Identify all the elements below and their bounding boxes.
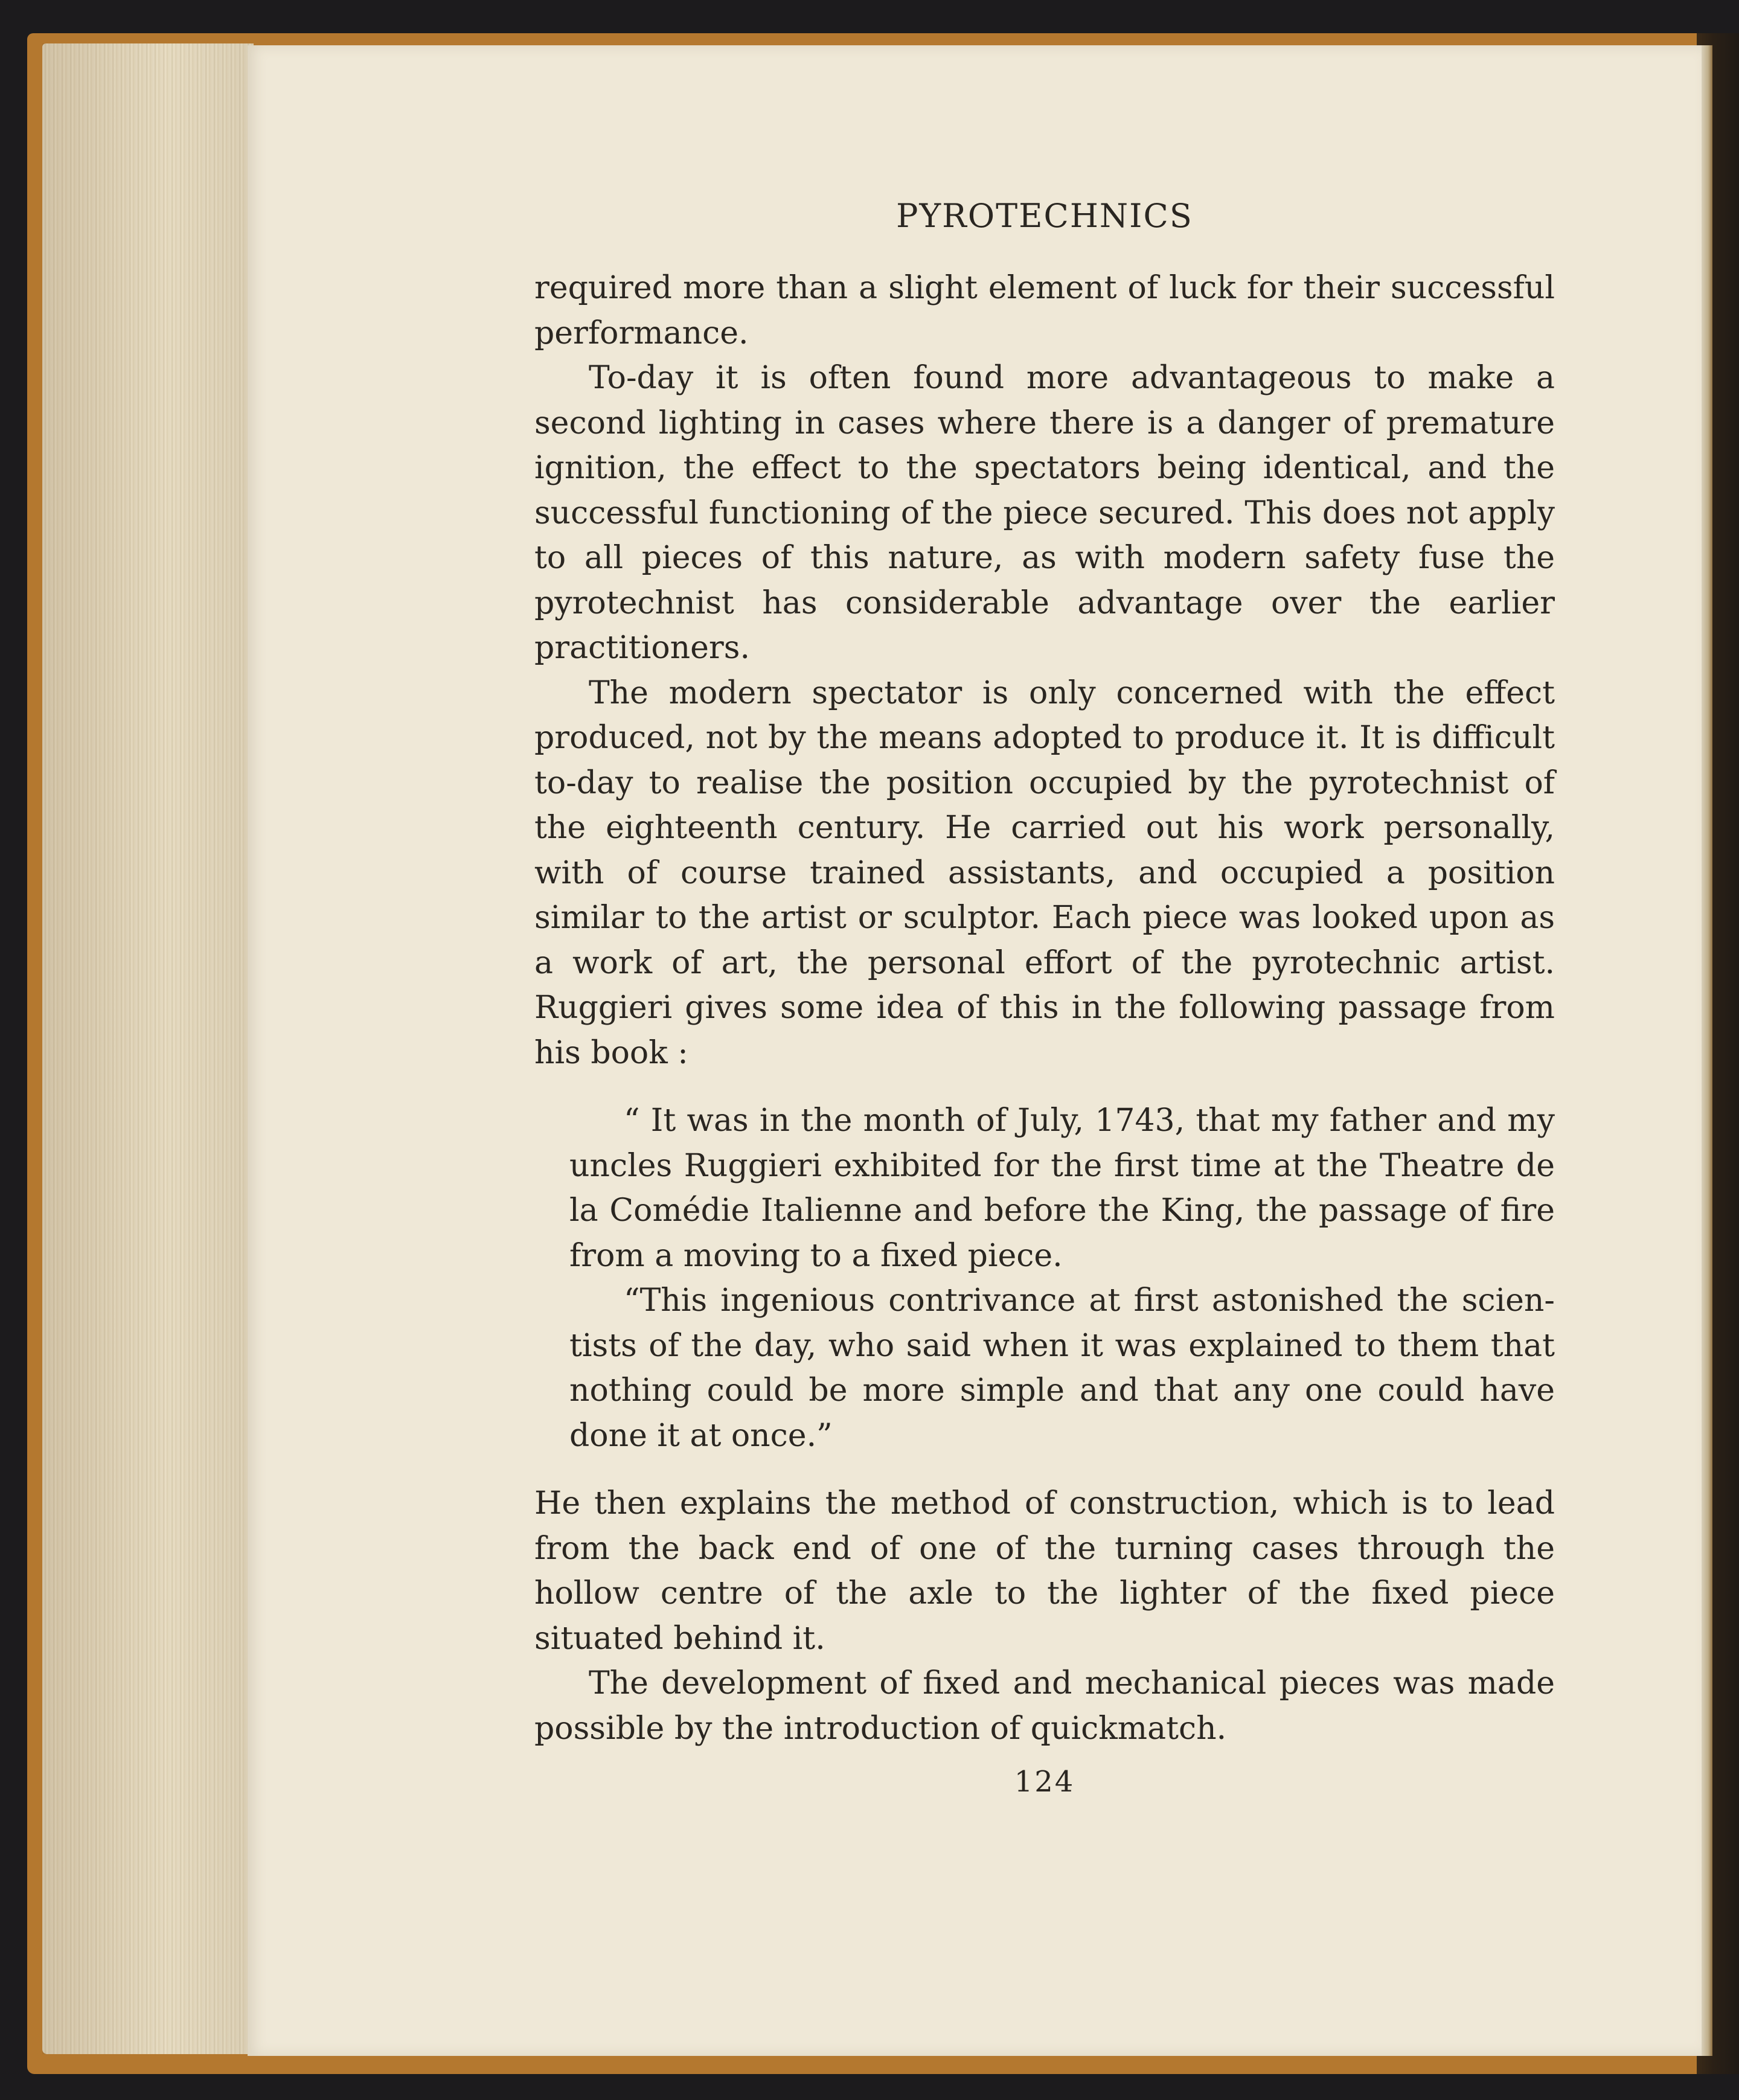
paragraph: required more than a slight element of luck for their successful performance. bbox=[534, 270, 1555, 351]
page-number: 124 bbox=[1014, 1765, 1075, 1799]
spacer bbox=[534, 1458, 1555, 1481]
spacer bbox=[534, 1075, 1555, 1098]
running-head: PYROTECHNICS bbox=[896, 197, 1193, 235]
page-edges-shading bbox=[42, 43, 254, 2054]
paragraph: The modern spectator is only concerned with the effect produced, not by the means adopted to produce it. It is difficult to-day to realise the position occupied by the pyrotechnist of the eighteenth century. He carried out his work personally, with of course trained assistants, and occupied a position similar to the artist or sculptor. Each piece was looked upon as a work of art, the personal effort of the pyrotechnic artist. Ruggieri gives some idea of this in the following passage from his book : bbox=[534, 674, 1555, 1071]
paragraph: To-day it is often found more advantageous to make a second lighting in cases where there is a danger of premature ignition, the effect to the spectators being identical, and the successful functioning of the piece secured. This does not apply to all pieces of this nature, as with modern safety fuse the pyrotechnist has considerable advantage over the earlier practitioners. bbox=[534, 360, 1555, 666]
paragraph: He then explains the method of construction, which is to lead from the back end of one of the turning cases through the hollow centre of the axle to the lighter of the fixed piece situated behind it. bbox=[534, 1485, 1555, 1657]
paragraph: The development of fixed and mechanical pieces was made possible by the introduction of quickmatch. bbox=[534, 1665, 1555, 1747]
quote-paragraph: “ It was in the month of July, 1743, that my father and my uncles Ruggieri exhibited for the first time at the Theatre de la Comédie Italienne and before the King, the passage of fire from a moving to a fixed piece. bbox=[569, 1103, 1555, 1274]
block-quote bbox=[569, 1098, 1555, 1458]
quote-paragraph: “This ingenious contrivance at first astonished the scientists of the day, who said when it was explained to them that nothing could be more simple and that any one could have done it at once.” bbox=[569, 1282, 1555, 1454]
body-text bbox=[534, 266, 1555, 1805]
gutter-edge bbox=[1702, 45, 1712, 2056]
